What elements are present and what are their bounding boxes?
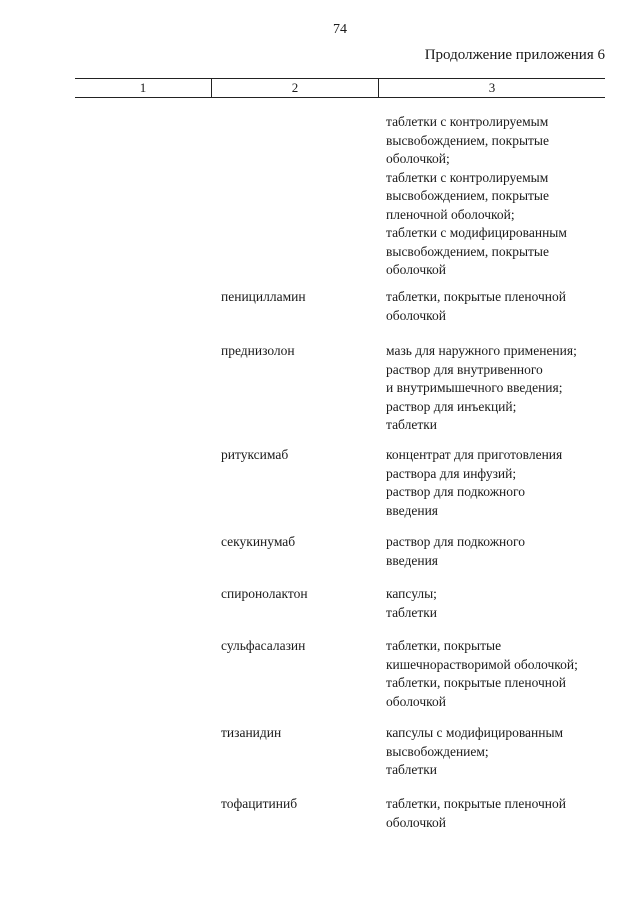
drug-name: сульфасалазин — [221, 638, 306, 653]
form-line: раствор для внутривенного — [386, 361, 543, 377]
form-line: капсулы; — [386, 586, 437, 601]
form-line: капсулы с модифицированным — [386, 725, 564, 740]
form-line: оболочкой — [386, 693, 446, 709]
drug-name: спиронолактон — [221, 586, 308, 601]
dosage-forms — [386, 724, 626, 780]
form-line: оболочкой — [386, 814, 446, 830]
form-line: раствор для подкожного — [386, 534, 525, 549]
form-line: и внутримышечного введения; — [386, 380, 563, 395]
drug-name: секукинумаб — [221, 534, 296, 549]
form-line: таблетки, покрытые — [386, 638, 502, 653]
form-line: раствор для подкожного — [386, 484, 525, 499]
form-line: таблетки, покрытые пленочной — [386, 796, 567, 811]
form-line: раствор для инъекций; — [386, 398, 517, 414]
column-header-3: 3 — [488, 80, 496, 95]
column-header-2: 2 — [212, 79, 379, 97]
form-line: таблетки с модифицированным — [386, 225, 567, 240]
column-header-1: 1 — [75, 79, 212, 97]
form-line: таблетки, покрытые пленочной — [386, 289, 567, 304]
form-line: раствора для инфузий; — [386, 465, 517, 481]
page-number: 74 — [333, 22, 347, 37]
form-line: оболочкой — [386, 262, 446, 277]
dosage-forms — [386, 533, 626, 570]
form-line: оболочкой; — [386, 151, 450, 166]
table-header — [75, 78, 605, 98]
dosage-forms — [386, 585, 626, 622]
form-line: таблетки с контролируемым — [386, 169, 549, 185]
dosage-forms — [386, 637, 626, 711]
form-line: высвобождением; — [386, 743, 489, 759]
continuation-title: Продолжение приложения 6 — [424, 47, 605, 63]
form-line: введения — [386, 502, 439, 518]
dosage-forms — [386, 288, 626, 325]
drug-name: ритуксимаб — [221, 447, 289, 462]
dosage-forms — [386, 795, 626, 832]
form-line: высвобождением, покрытые — [386, 243, 549, 259]
drug-name: тизанидин — [221, 725, 282, 740]
drug-name: тофацитиниб — [221, 796, 298, 811]
form-line: мазь для наружного применения; — [386, 343, 577, 358]
form-line: высвобождением, покрытые — [386, 132, 549, 148]
form-line: высвобождением, покрытые — [386, 188, 549, 203]
form-line: таблетки — [386, 604, 438, 620]
dosage-forms — [386, 113, 626, 280]
form-line: пленочной оболочкой; — [386, 206, 515, 222]
form-line: оболочкой — [386, 307, 446, 323]
dosage-forms — [386, 446, 626, 520]
form-line: концентрат для приготовления — [386, 447, 563, 462]
drug-name: преднизолон — [221, 343, 295, 358]
form-line: таблетки — [386, 762, 438, 777]
dosage-forms — [386, 342, 626, 435]
form-line: кишечнорастворимой оболочкой; — [386, 656, 578, 672]
form-line: таблетки, покрытые пленочной — [386, 675, 567, 690]
form-line: таблетки — [386, 417, 438, 432]
form-line: таблетки с контролируемым — [386, 114, 549, 129]
drug-name: пеницилламин — [221, 289, 306, 304]
form-line: введения — [386, 552, 439, 568]
